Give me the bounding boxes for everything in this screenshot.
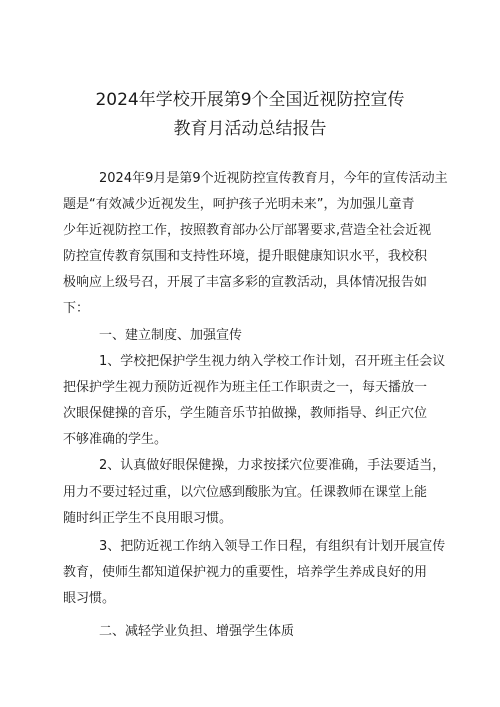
intro-line: 题是“有效减少近视发生，呵护孩子光明未来”，为加强儿童青 <box>63 197 415 212</box>
intro-line: 少年近视防控工作，按照教育部办公厅部署要求,营造全社会近视 <box>63 223 432 238</box>
item-1-line: 次眼保健操的音乐，学生随音乐节拍做操，教师指导、纠正穴位 <box>63 406 428 421</box>
intro-line: 防控宣传教育氛围和支持性环境，提升眼健康知识水平，我校积 <box>63 249 428 264</box>
document-title-line-1: 2024年学校开展第9个全国近视防控宣传 <box>95 90 405 110</box>
intro-line: 下： <box>63 301 90 316</box>
item-2-line: 2、认真做好眼保健操，力求按揉穴位要准确，手法要适当， <box>99 458 446 473</box>
intro-line: 2024年9月是第9个近视防控宣传教育月，今年的宣传活动主 <box>99 171 448 186</box>
intro-line: 极响应上级号召，开展了丰富多彩的宣教活动，具体情况报告如 <box>63 275 428 290</box>
section-heading-1: 一、建立制度、加强宣传 <box>99 328 243 343</box>
item-3-line: 眼习惯。 <box>63 591 116 606</box>
item-2-line: 随时纠正学生不良用眼习惯。 <box>63 511 233 526</box>
item-1-line: 1、学校把保护学生视力纳入学校工作计划，召开班主任会议 <box>99 354 446 369</box>
item-1-line: 不够准确的学生。 <box>63 432 168 447</box>
document-title-line-2: 教育月活动总结报告 <box>173 119 327 139</box>
item-2-line: 用力不要过轻过重，以穴位感到酸胀为宜。任课教师在课堂上能 <box>63 485 428 500</box>
item-3-line: 教育，使师生都知道保护视力的重要性，培养学生养成良好的用 <box>63 565 428 580</box>
section-heading-2: 二、减轻学业负担、增强学生体质 <box>99 624 295 639</box>
item-3-line: 3、把防近视工作纳入领导工作日程，有组织有计划开展宣传 <box>99 539 446 554</box>
item-1-line: 把保护学生视力预防近视作为班主任工作职责之一，每天播放一 <box>63 380 428 395</box>
